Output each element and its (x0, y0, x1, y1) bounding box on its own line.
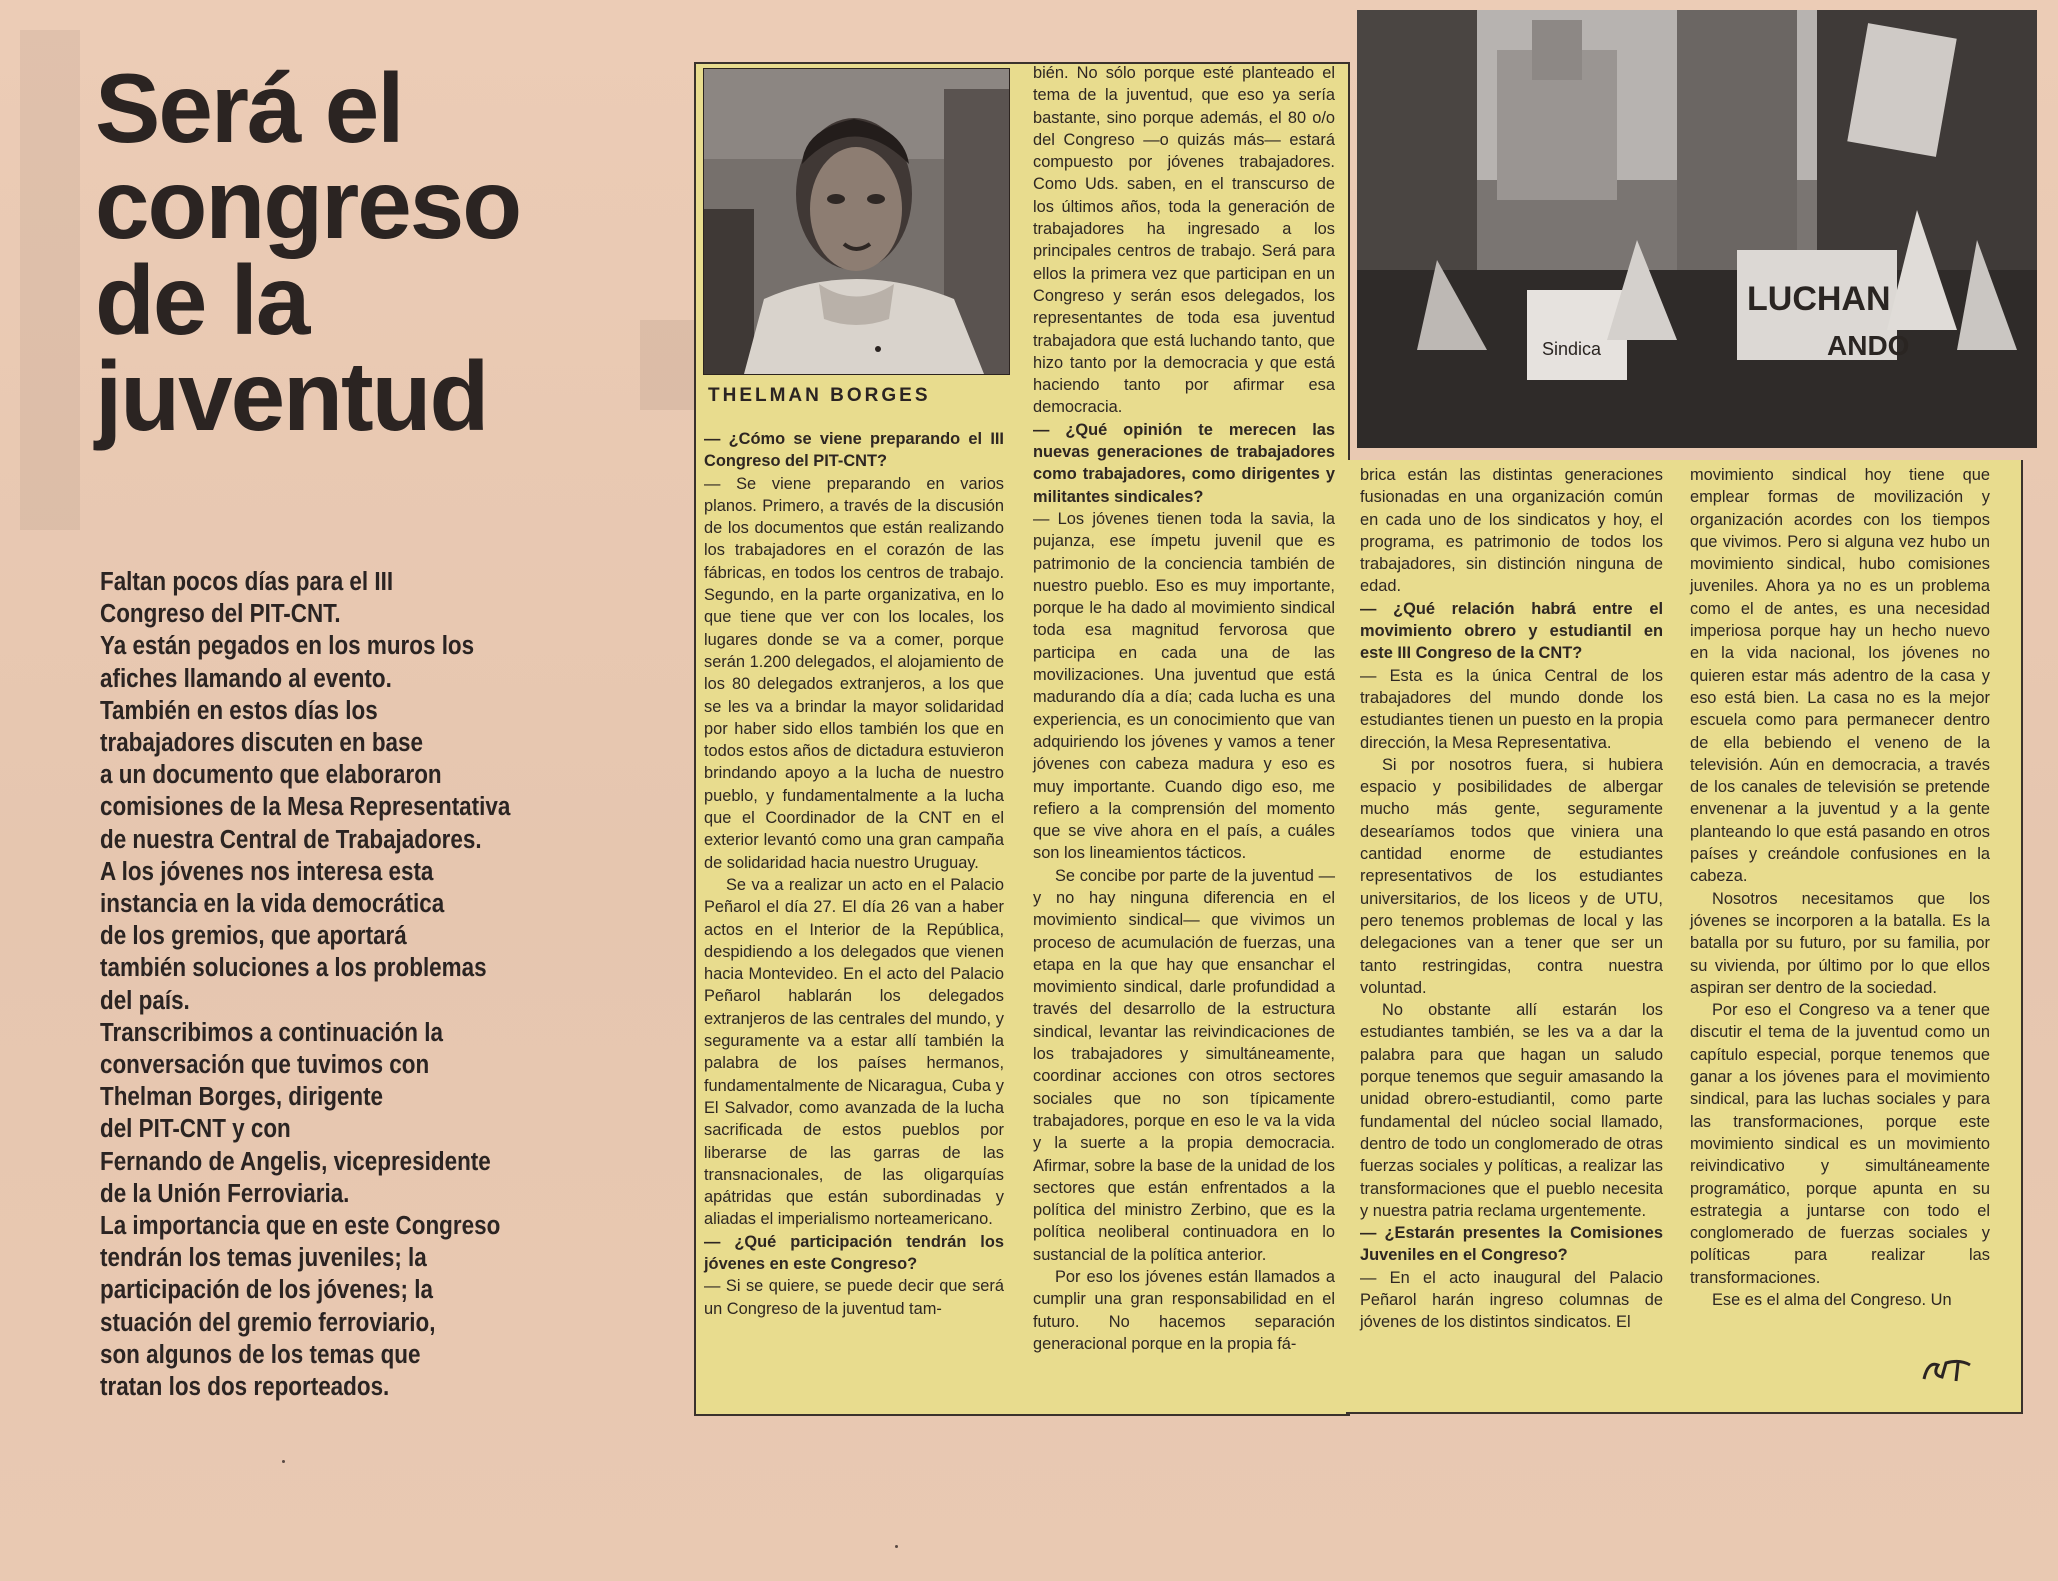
intro-line: del país. (100, 986, 190, 1015)
interview-answer: — En el acto inaugural del Palacio Peñarol harán ingreso columnas de jóvenes de los distintos sindicatos. El (1360, 1268, 1663, 1332)
interview-answer: Ese es el alma del Congreso. Un (1712, 1290, 1952, 1309)
interview-answer: — Si se quiere, se puede decir que será un Congreso de la juventud tam- (704, 1277, 1004, 1318)
interview-answer: movimiento sindical hoy tiene que emplear formas de movilización y organización acordes con los tiempos que vivimos. Pero si alguna vez hubo un movimiento sindical, hubo comisiones juveniles. Ahora ya no es un problema como el de antes, es una necesidad imperiosa porque hay un hecho nuevo en la vida nacional, los jóvenes no quieren estar más adentro de la casa y eso está bien. La casa no es la mejor escuela como para permanecer dentro de ella bebiendo el veneno de la televisión. Aún en democracia, a través de los canales de televisión se pretende envenenar a la juventud y a la gente planteando lo que está pasando en otros países y creándole confusiones en la cabeza. (1690, 466, 1990, 886)
interview-answer: — Esta es la única Central de los trabajadores del mundo donde los estudiantes tienen un puesto en la propia dirección, la Mesa Representativa. (1360, 666, 1663, 752)
headline (95, 53, 615, 451)
crowd-photo (1357, 10, 2037, 448)
portrait-photo (703, 68, 1010, 375)
intro-line: son algunos de los temas que (100, 1340, 421, 1369)
intro-line: Thelman Borges, dirigente (100, 1083, 384, 1112)
banner-text: ANDO (1827, 330, 1910, 361)
interview-answer: brica están las distintas generaciones fusionadas en una organización común en cada uno de los sindicatos y hoy, el programa, es patrimonio de todos los trabajadores, sin distinción ninguna de edad. (1360, 466, 1663, 596)
intro-line: de la Unión Ferroviaria. (100, 1179, 350, 1208)
banner-text: LUCHAN (1747, 280, 1891, 318)
signature-icon (1920, 1355, 1976, 1385)
intro-line: comisiones de la Mesa Representativa (100, 793, 511, 822)
intro-line: de los gremios, que aportará (100, 922, 407, 951)
intro-line: stuación del gremio ferroviario, (100, 1308, 436, 1337)
intro-line: afiches llamando al evento. (100, 664, 392, 693)
interview-answer: Por eso el Congreso va a tener que discutir el tema de la juventud como un capítulo especial, porque tenemos que ganar a los jóvenes para el movimiento sindical, para las luchas sociales y para las transformaciones, porque este movimiento sindical es un movimiento reivindicativo y simultáneamente programático, porque apunta en su estrategia a juntarse con todo el conglomerado de fuerzas sociales y políticas para realizar las transformaciones. (1690, 1001, 1990, 1287)
headline-line: de la (95, 245, 309, 355)
article-column-2 (1033, 62, 1335, 1355)
interview-question: — ¿Cómo se viene preparando el III Congreso del PIT-CNT? (704, 430, 1004, 471)
intro-line: participación de los jóvenes; la (100, 1276, 433, 1305)
intro-line: También en estos días los (100, 696, 378, 725)
bleed-through-mark (20, 30, 80, 530)
interview-question: — ¿Estarán presentes la Comisiones Juveniles en el Congreso? (1360, 1224, 1663, 1265)
intro-line: conversación que tuvimos con (100, 1051, 430, 1080)
interview-answer: Se concibe por parte de la juventud —y no hay ninguna diferencia en el movimiento sindical— que vivimos un proceso de acumulación de fuerzas, una etapa en la que hay que ensanchar el movimiento sindical, darle profundidad a través del desarrollo de la estructura sindical, levantar las reivindicaciones de los trabajadores y simultáneamente, coordinar acciones con otros sectores sociales que no son típicamente trabajadores, porque en eso le va la vida y la suerte a la propia democracia. Afirmar, sobre la base de la unidad de los sectores que están enfrentados a la política del ministro Zerbino, que es la política neoliberal continuadora en lo sustancial de la política anterior. (1033, 866, 1335, 1264)
crowd-image (1357, 10, 2037, 448)
print-speck (895, 1545, 898, 1548)
intro-line: Transcribimos a continuación la (100, 1018, 443, 1047)
intro-line: Fernando de Angelis, vicepresidente (100, 1147, 491, 1176)
interview-answer: — Los jóvenes tienen toda la savia, la pujanza, ese ímpetu juvenil que es patrimonio de la conciencia también de nuestro pueblo. Eso es muy importante, porque le ha dado al movimiento sindical toda esa magnitud fervorosa que participa en cada una de las movilizaciones. Una juventud que está madurando día a día; cada lucha es una experiencia, es un conocimiento que van adquiriendo los jóvenes y vamos a tener jóvenes con cabeza madura y eso es muy importante. Cuando digo eso, me refiero a la comprensión del momento que se vive ahora en el país, a cuáles son los lineamientos tácticos. (1033, 509, 1335, 863)
intro-line: Congreso del PIT-CNT. (100, 600, 341, 629)
article-column-4 (1690, 464, 1990, 1311)
intro-line: trabajadores discuten en base (100, 729, 424, 758)
intro-line: tratan los dos reporteados. (100, 1373, 390, 1402)
interview-answer: No obstante allí estarán los estudiantes también, se les va a dar la palabra para que hagan un saludo porque tenemos que seguir amasando la unidad obrero-estudiantil, como parte fundamental del núcleo social llamado, dentro de todo un conglomerado de otras fuerzas sociales y políticas, a realizar las transformaciones que el pueblo necesita y nuestra patria reclama urgentemente. (1360, 1001, 1663, 1220)
interview-question: — ¿Qué participación tendrán los jóvenes en este Congreso? (704, 1232, 1004, 1273)
interview-answer: Por eso los jóvenes están llamados a cumplir una gran responsabilidad en el futuro. No hacemos separación generacional porque en la propia fá- (1033, 1268, 1335, 1353)
interview-answer: — Se viene preparando en varios planos. Primero, a través de la discusión de los documentos que están realizando los trabajadores en el corazón de las fábricas, en todos los centros de trabajo. Segundo, en la parte organizativa, en lo que tiene que ver con los locales, los lugares donde se va a comer, porque serán 1.200 delegados, el alojamiento de los 80 delegados extranjeros, a los que se les va a brindar la mayor solidaridad por haber sido ellos también los que en todos estos años de dictadura estuvieron brindando apoyo a la lucha de nuestro pueblo, y fundamentalmente a la lucha que el Coordinador de la CNT en el exterior levantó como una gran campaña de solidaridad hacia nuestro Uruguay. (704, 474, 1004, 872)
headline-line: juventud (95, 341, 488, 451)
intro-text (100, 566, 558, 1403)
interview-answer: bién. No sólo porque esté planteado el tema de la juventud, que eso ya sería bastante, sino porque además, el 80 o/o del Congreso —o quizás más— estará compuesto por jóvenes trabajadores. Como Uds. saben, en el transcurso de los últimos años, toda la generación de trabajadores ha ingresado a los principales centros de trabajo. Será para ellos la primera vez que participan en un Congreso y serán esos delegados, los representantes de toda esa juventud trabajadora que está luchando tanto, que hizo tanto por la democracia y que está haciendo tanto por afirmar esa democracia. (1033, 64, 1335, 417)
photo-caption: THELMAN BORGES (708, 385, 931, 406)
intro-line: también soluciones a los problemas (100, 954, 487, 983)
interview-answer: Nosotros necesitamos que los jóvenes se incorporen a la batalla. Es la batalla por su futuro, por su familia, por su vivienda, por último por lo que ellos aspiran ser dentro de la sociedad. (1690, 889, 1990, 997)
intro-line: Ya están pegados en los muros los (100, 632, 475, 661)
intro-line: de nuestra Central de Trabajadores. (100, 825, 482, 854)
portrait-image (704, 69, 1009, 374)
interview-question: — ¿Qué opinión te merecen las nuevas generaciones de trabajadores como trabajadores, como dirigentes y militantes sindicales? (1033, 420, 1335, 506)
intro-line: a un documento que elaboraron (100, 761, 442, 790)
intro-line: A los jóvenes nos interesa esta (100, 857, 434, 886)
article-column-3 (1360, 464, 1663, 1334)
intro-line: instancia en la vida democrática (100, 890, 445, 919)
intro-line: La importancia que en este Congreso (100, 1212, 501, 1241)
interview-answer: Si por nosotros fuera, si hubiera espacio y posibilidades de albergar mucho más gente, seguramente desearíamos todos que viniera una cantidad enorme de estudiantes representativos de los estudiantes universitarios, de los liceos y de UTU, pero tenemos problemas de local y las delegaciones van a tener que ser un tanto restringidas, contra nuestra voluntad. (1360, 755, 1663, 997)
headline-line: Será el (95, 53, 403, 163)
intro-line: del PIT-CNT y con (100, 1115, 291, 1144)
article-column-1 (704, 428, 1004, 1320)
banner-text: Sindica (1542, 339, 1602, 359)
headline-line: congreso (95, 149, 521, 259)
intro-line: tendrán los temas juveniles; la (100, 1244, 427, 1273)
interview-answer: Se va a realizar un acto en el Palacio Peñarol el día 27. El día 26 van a haber actos en el Interior de la República, despidiendo a los delegados que vienen hacia Montevideo. En el acto del Palacio Peñarol hablarán los delegados extranjeros de las centrales del mundo, y seguramente va a estar allí también la palabra de los países hermanos, fundamentalmente de Nicaragua, Cuba y El Salvador, como avanzada de la lucha sacrificada de estos pueblos por liberarse de las garras de las transnacionales, de las oligarquías apátridas que están subordinadas y aliadas el imperialismo norteamericano. (704, 875, 1004, 1229)
print-speck (282, 1460, 285, 1463)
intro-line: Faltan pocos días para el III (100, 568, 394, 596)
interview-question: — ¿Qué relación habrá entre el movimiento obrero y estudiantil en este III Congreso de la CNT? (1360, 599, 1663, 663)
